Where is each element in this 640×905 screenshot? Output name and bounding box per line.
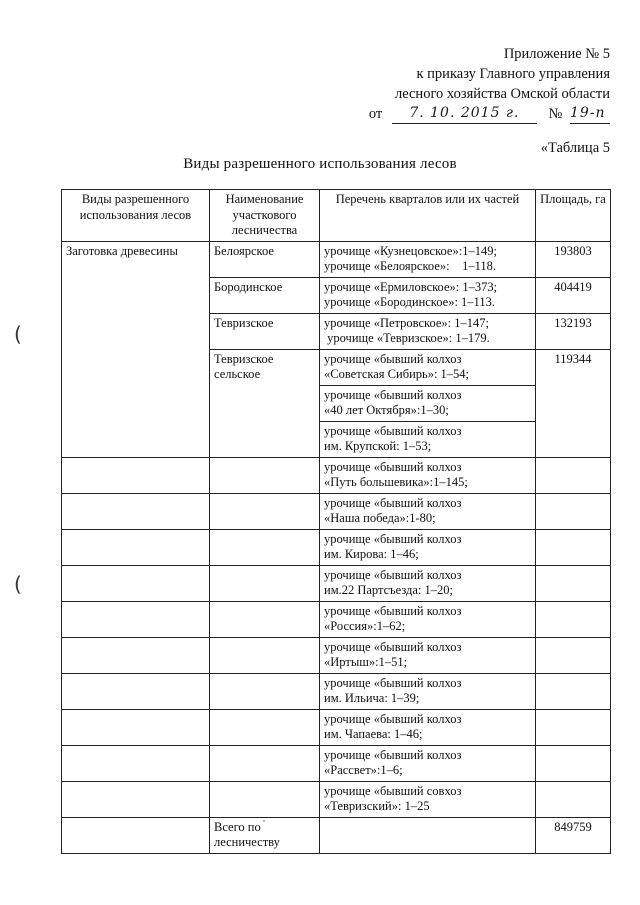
quarters-line: «Путь большевика»:1–145; <box>324 475 468 489</box>
quarters-line: урочище «бывший колхоз <box>324 495 462 510</box>
use-type-cell <box>62 457 210 493</box>
quarters-cell <box>320 601 536 637</box>
quarters-line: им. Кирова: 1–46; <box>324 547 419 561</box>
area-cell <box>536 601 611 637</box>
quarters-line: «Наша победа»:1-80; <box>324 511 436 525</box>
department-name: лесного хозяйства Омской области <box>394 86 610 102</box>
table-row <box>62 637 611 673</box>
forestry-cell: Белоярское <box>210 241 320 277</box>
quarters-line: урочище «бывший колхоз <box>324 423 462 438</box>
quarters-line: урочище «Тевризское»: 1–179. <box>324 331 490 345</box>
forestry-cell <box>210 637 320 673</box>
quarters-line: урочище «бывший колхоз <box>324 459 462 474</box>
total-label: Всего по лесничеству <box>210 817 320 853</box>
use-type-cell <box>62 493 210 529</box>
table-row <box>62 457 611 493</box>
area-cell <box>536 709 611 745</box>
use-type-cell <box>62 565 210 601</box>
quarters-cell <box>320 385 536 421</box>
quarters-line: урочище «бывший колхоз <box>324 603 462 618</box>
column-header: Перечень кварталов или их частей <box>320 190 536 242</box>
use-type-cell <box>62 745 210 781</box>
quarters-line: урочище «бывший колхоз <box>324 351 462 366</box>
table-label: «Таблица 5 <box>540 140 610 156</box>
table-header-row <box>62 190 611 242</box>
number-field <box>570 107 610 124</box>
quarters-line: урочище «Кузнецовское»:1–149; <box>324 243 497 258</box>
appendix-heading: Приложение № 5 <box>503 46 610 62</box>
quarters-cell <box>320 817 536 853</box>
area-cell <box>536 457 611 493</box>
use-type-cell: Заготовка древесины <box>62 241 210 457</box>
quarters-line: урочище «бывший колхоз <box>324 531 462 546</box>
forestry-cell <box>210 457 320 493</box>
table-row <box>62 709 611 745</box>
use-type-cell <box>62 673 210 709</box>
forestry-cell: Тевризское <box>210 313 320 349</box>
quarters-line: урочище «бывший колхоз <box>324 567 462 582</box>
column-header: Площадь, га <box>536 190 611 242</box>
number-label: № <box>548 106 563 122</box>
handwritten-date: 7. 10. 2015 г. <box>409 105 520 121</box>
area-cell: 193803 <box>536 241 611 277</box>
quarters-cell <box>320 457 536 493</box>
quarters-line: им. Ильича: 1–39; <box>324 691 420 705</box>
quarters-line: «Иртыш»:1–51; <box>324 655 408 669</box>
quarters-line: им. Крупской: 1–53; <box>324 439 432 453</box>
quarters-cell <box>320 493 536 529</box>
total-row <box>62 817 611 853</box>
table-row <box>62 493 611 529</box>
area-cell <box>536 493 611 529</box>
area-cell <box>536 637 611 673</box>
table-row <box>62 673 611 709</box>
scan-mark: ( <box>14 572 22 596</box>
forestry-cell: Тевризское сельское <box>210 349 320 457</box>
area-cell: 404419 <box>536 277 611 313</box>
quarters-cell <box>320 637 536 673</box>
total-area: 849759 <box>536 817 611 853</box>
quarters-line: урочище «Петровское»: 1–147; <box>324 315 489 330</box>
quarters-cell <box>320 745 536 781</box>
area-cell <box>536 781 611 817</box>
use-type-cell <box>62 601 210 637</box>
quarters-cell <box>320 781 536 817</box>
forestry-cell <box>210 601 320 637</box>
quarters-cell <box>320 421 536 457</box>
column-header: Наименование участкового лесничества <box>210 190 320 242</box>
quarters-line: урочище «бывший колхоз <box>324 387 462 402</box>
quarters-line: урочище «бывший колхоз <box>324 711 462 726</box>
table-row <box>62 241 611 277</box>
table-row <box>62 529 611 565</box>
quarters-line: урочище «Ермиловское»: 1–373; <box>324 279 498 294</box>
quarters-line: «Тевризский»: 1–25 <box>324 799 430 813</box>
quarters-line: урочище «бывший колхоз <box>324 639 462 654</box>
forestry-cell <box>210 493 320 529</box>
table-row <box>62 565 611 601</box>
quarters-line: им. Чапаева: 1–46; <box>324 727 423 741</box>
quarters-line: урочище «бывший колхоз <box>324 747 462 762</box>
order-date-line <box>369 104 610 124</box>
forestry-cell <box>210 529 320 565</box>
quarters-cell <box>320 241 536 277</box>
use-type-cell <box>62 781 210 817</box>
forestry-cell <box>210 673 320 709</box>
area-cell <box>536 565 611 601</box>
quarters-line: «40 лет Октября»:1–30; <box>324 403 449 417</box>
quarters-line: урочище «Бородинское»: 1–113. <box>324 295 495 309</box>
quarters-cell <box>320 709 536 745</box>
table-row <box>62 601 611 637</box>
forestry-cell <box>210 781 320 817</box>
quarters-cell <box>320 565 536 601</box>
quarters-cell <box>320 349 536 385</box>
order-reference: к приказу Главного управления <box>416 66 610 82</box>
handwritten-number: 19-п <box>570 105 606 121</box>
quarters-line: «Россия»:1–62; <box>324 619 406 633</box>
area-cell: 132193 <box>536 313 611 349</box>
quarters-line: «Рассвет»:1–6; <box>324 763 403 777</box>
forestry-cell <box>210 565 320 601</box>
quarters-cell <box>320 277 536 313</box>
area-cell: 119344 <box>536 349 611 457</box>
scan-mark: ( <box>14 322 22 346</box>
use-type-cell <box>62 529 210 565</box>
table-row <box>62 781 611 817</box>
use-type-cell <box>62 817 210 853</box>
document-title: Виды разрешенного использования лесов <box>183 156 457 172</box>
scan-dot <box>263 820 265 822</box>
use-type-cell <box>62 709 210 745</box>
forestry-cell <box>210 709 320 745</box>
date-field <box>392 107 537 124</box>
quarters-cell <box>320 529 536 565</box>
quarters-line: урочище «Белоярское»: 1–118. <box>324 259 496 273</box>
quarters-cell <box>320 673 536 709</box>
forestry-cell <box>210 745 320 781</box>
from-label: от <box>368 106 383 122</box>
forestry-cell: Бородинское <box>210 277 320 313</box>
quarters-line: урочище «бывший колхоз <box>324 675 462 690</box>
area-cell <box>536 529 611 565</box>
area-cell <box>536 745 611 781</box>
forest-use-table <box>61 189 611 854</box>
table-row <box>62 745 611 781</box>
quarters-line: «Советская Сибирь»: 1–54; <box>324 367 470 381</box>
area-cell <box>536 673 611 709</box>
quarters-line: урочище «бывший совхоз <box>324 783 462 798</box>
use-type-cell <box>62 637 210 673</box>
quarters-line: им.22 Партсъезда: 1–20; <box>324 583 454 597</box>
column-header: Виды разрешенного использования лесов <box>62 190 210 242</box>
quarters-cell <box>320 313 536 349</box>
